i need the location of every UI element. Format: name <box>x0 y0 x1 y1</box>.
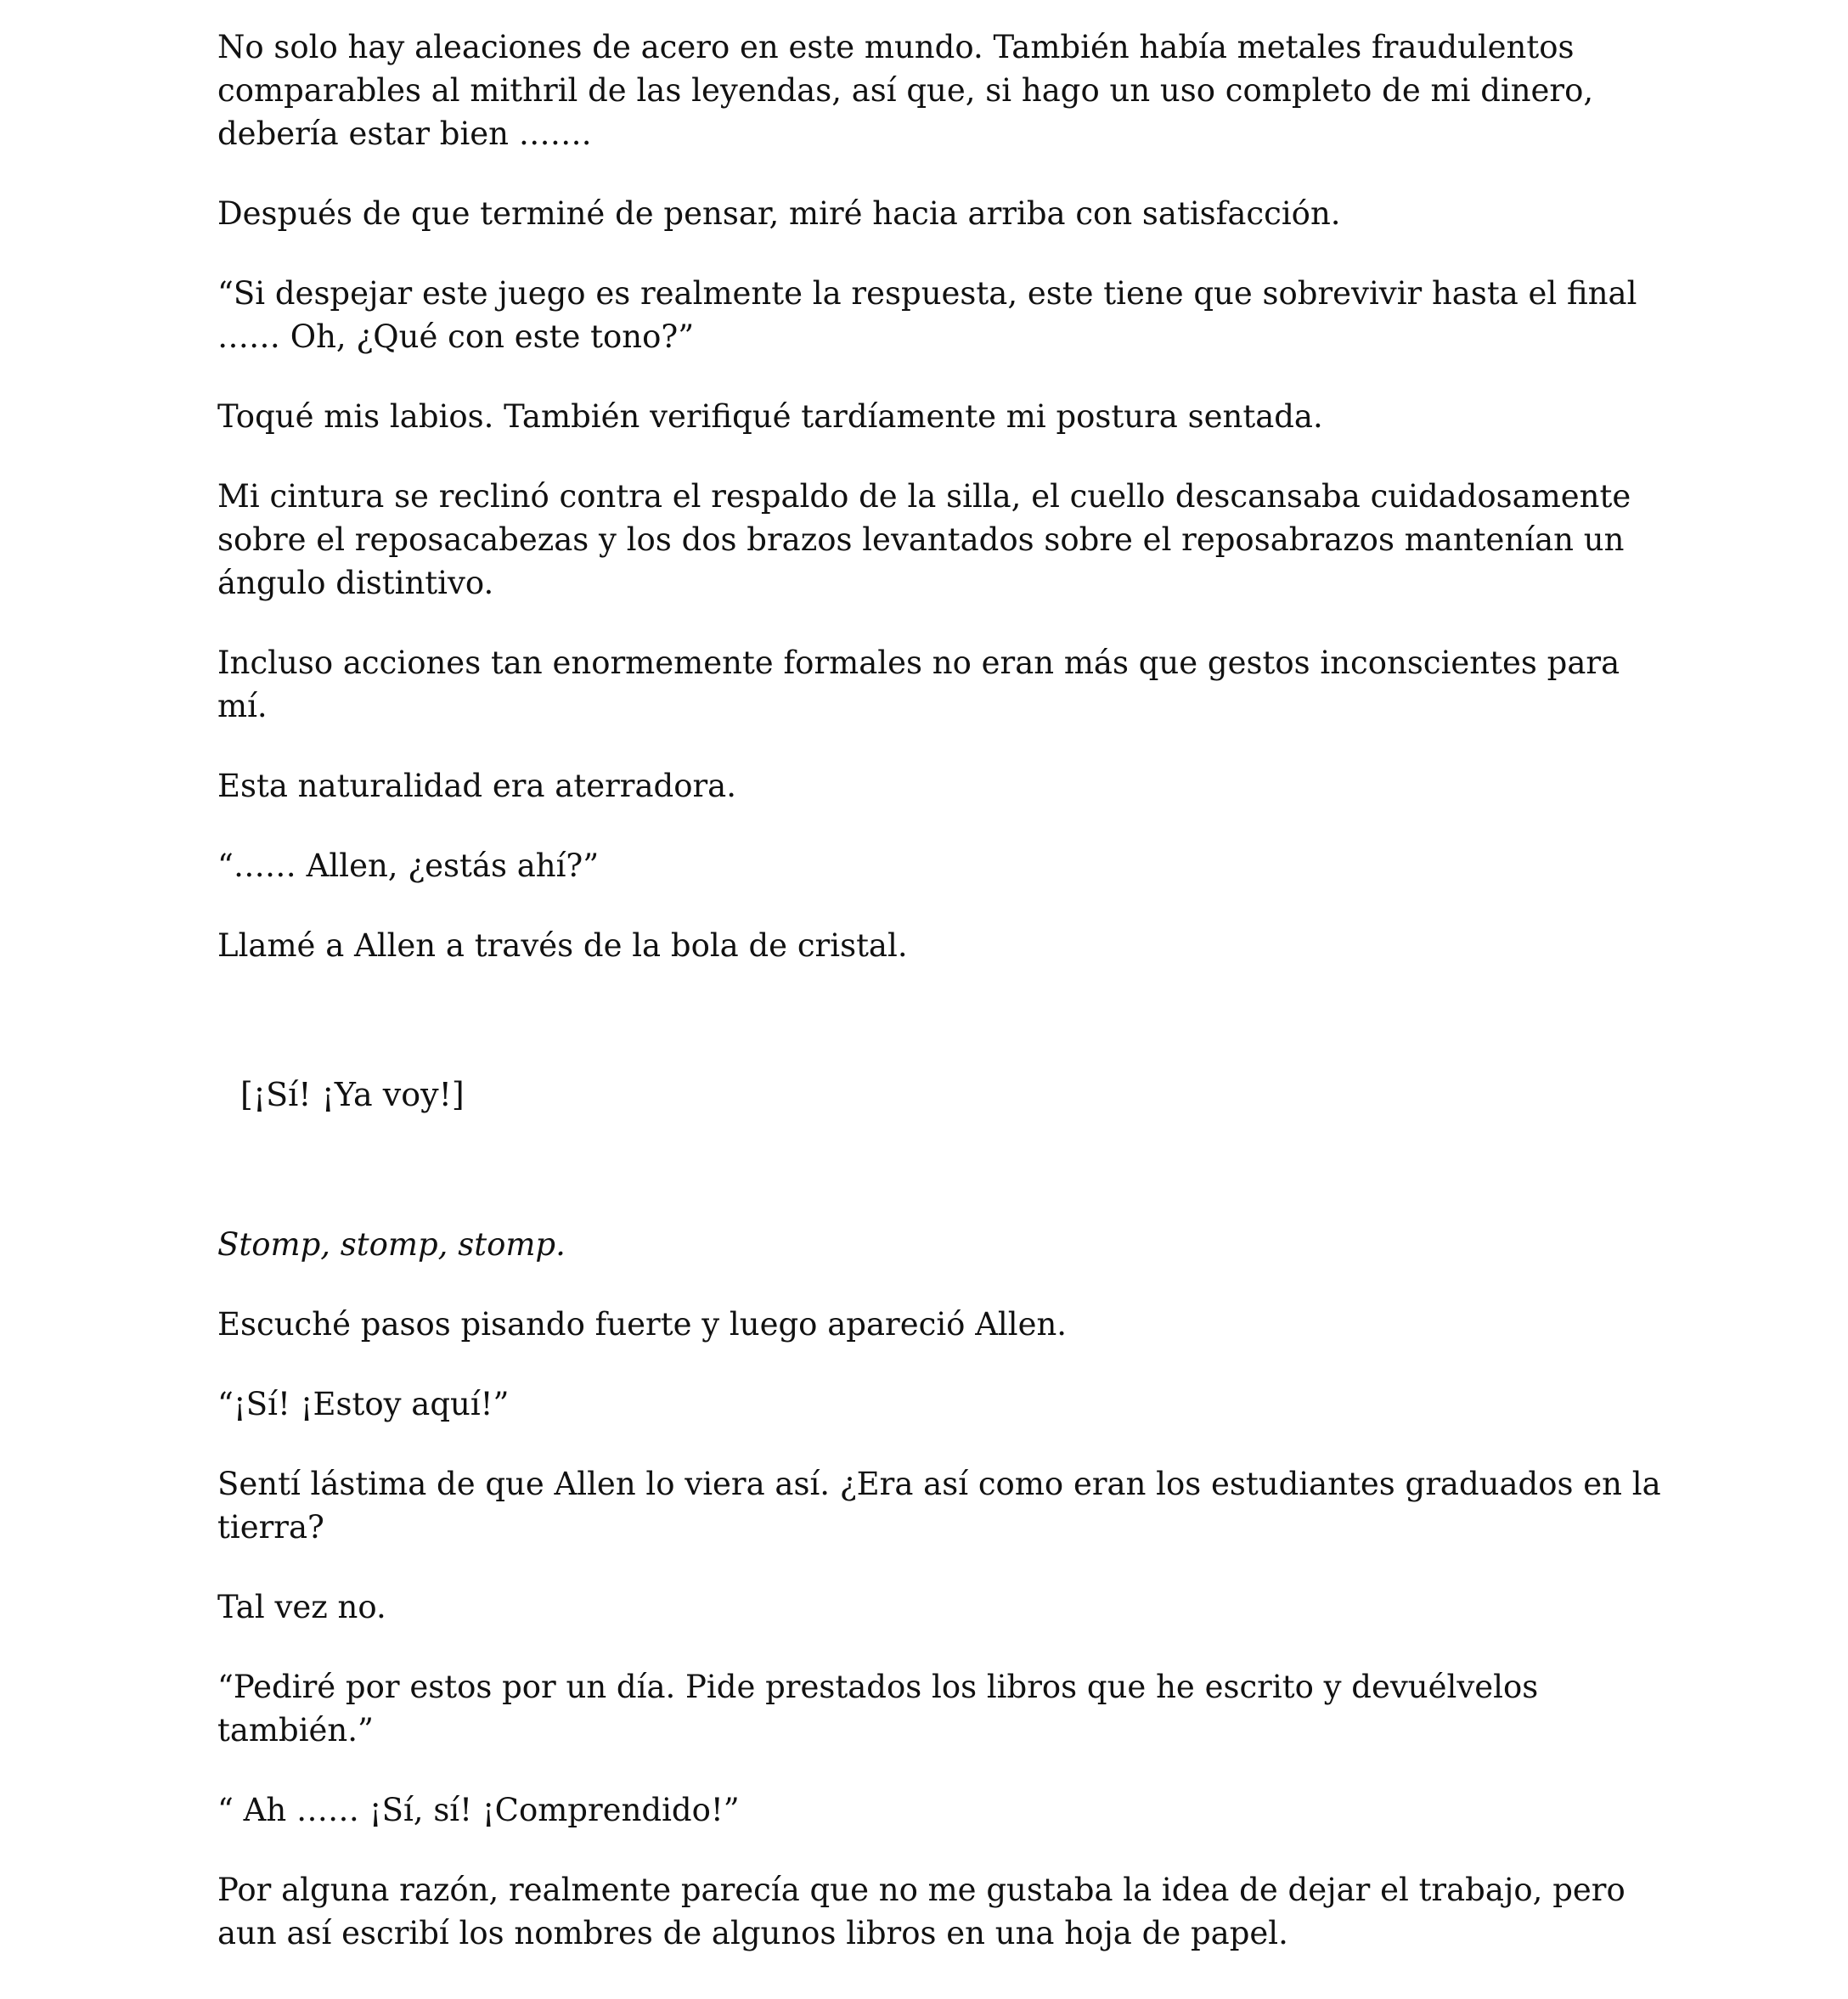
paragraph-5: Mi cintura se reclinó contra el respaldo de la silla, el cuello descansaba cuidadosamente sobre el reposacabezas y los dos brazos levantados sobre el reposabrazos mantenían un ángulo distintivo. <box>217 478 1631 601</box>
paragraph-2: Después de que terminé de pensar, miré hacia arriba con satisfacción. <box>217 195 1341 232</box>
paragraph-15: Tal vez no. <box>217 1589 386 1625</box>
paragraph-6: Incluso acciones tan enormemente formales no eran más que gestos inconscientes para mí. <box>217 645 1620 724</box>
paragraph-12: Escuché pasos pisando fuerte y luego apareció Allen. <box>217 1306 1068 1343</box>
document-page <box>217 25 1661 1991</box>
paragraph-17: “ Ah …… ¡Sí, sí! ¡Comprendido!” <box>217 1792 740 1828</box>
paragraph-9: Llamé a Allen a través de la bola de cristal. <box>217 927 908 964</box>
paragraph-7: Esta naturalidad era aterradora. <box>217 768 737 804</box>
paragraph-13: “¡Sí! ¡Estoy aquí!” <box>217 1386 510 1422</box>
paragraph-14: Sentí lástima de que Allen lo viera así. ¿Era así como eran los estudiantes graduados en la tierra? <box>217 1466 1661 1546</box>
paragraph-16: “Pediré por estos por un día. Pide prestados los libros que he escrito y devuélvelos también.” <box>217 1669 1539 1748</box>
paragraph-18: Por alguna razón, realmente parecía que no me gustaba la idea de dejar el trabajo, pero aun así escribí los nombres de algunos libros en una hoja de papel. <box>217 1872 1625 1951</box>
italic-sound-effect: Stomp, stomp, stomp. <box>217 1226 566 1263</box>
paragraph-1: No solo hay aleaciones de acero en este mundo. También había metales fraudulentos comparables al mithril de las leyendas, así que, si hago un uso completo de mi dinero, debería estar bien ……. <box>217 29 1594 152</box>
bracket-dialogue: [¡Sí! ¡Ya voy!] <box>240 1076 465 1113</box>
paragraph-3: “Si despejar este juego es realmente la respuesta, este tiene que sobrevivir hasta el final …… Oh, ¿Qué con este tono?” <box>217 275 1637 355</box>
paragraph-8: “…… Allen, ¿estás ahí?” <box>217 847 600 884</box>
paragraph-4: Toqué mis labios. También verifiqué tardíamente mi postura sentada. <box>217 398 1323 435</box>
